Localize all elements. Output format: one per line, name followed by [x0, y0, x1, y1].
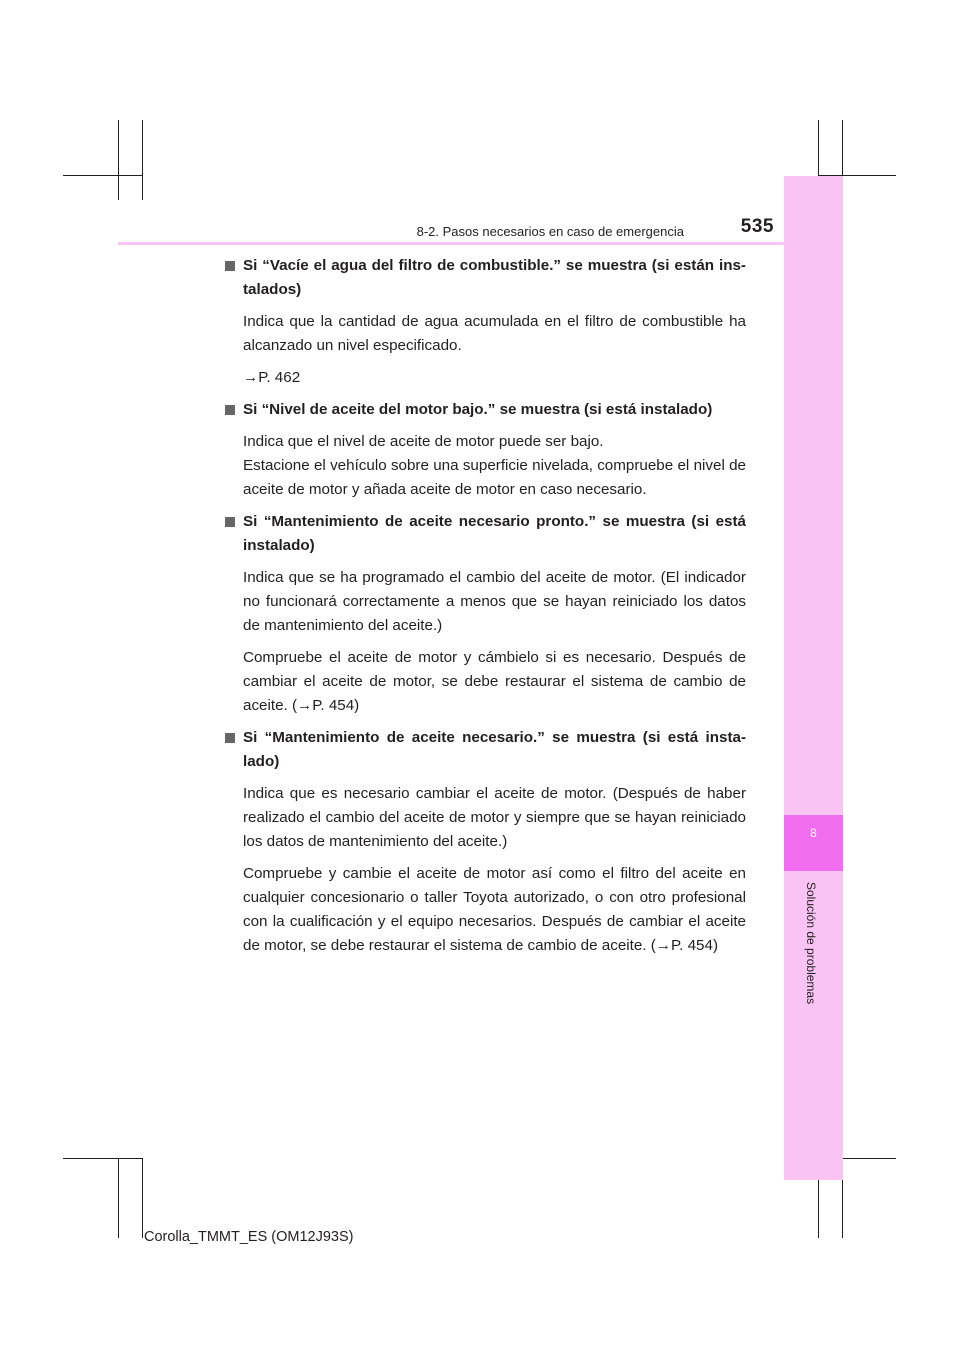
page-number: 535: [740, 216, 774, 237]
item-title: Si “Mantenimiento de aceite necesario pronto.” se muestra (si está instalado): [243, 513, 746, 554]
warning-item: [224, 254, 746, 390]
footer-manual-id: Corolla_TMMT_ES (OM12J93S): [144, 1229, 354, 1245]
item-paragraph: Indica que el nivel de aceite de motor puede ser bajo.: [243, 433, 604, 450]
item-title: Si “Vacíe el agua del filtro de combustible.” se muestra (si están ins-talados): [243, 257, 746, 298]
crop-mark: [63, 175, 143, 176]
section-title: 8-2. Pasos necesarios en caso de emergencia: [416, 224, 684, 239]
square-bullet-icon: [225, 405, 235, 415]
item-paragraph: Compruebe el aceite de motor y cámbielo si es necesario. Después de cambiar el aceite de motor, se debe restaurar el sistema de cambio de aceite. (→P. 454): [243, 649, 746, 714]
main-content: [224, 254, 746, 958]
crop-mark: [63, 1158, 143, 1159]
page-reference: →P. 462: [243, 369, 301, 386]
crop-mark: [142, 120, 143, 200]
chapter-number: 8: [810, 826, 817, 840]
item-title: Si “Mantenimiento de aceite necesario.” se muestra (si está insta-lado): [243, 729, 746, 770]
item-title: Si “Nivel de aceite del motor bajo.” se muestra (si está instalado): [243, 401, 713, 418]
square-bullet-icon: [225, 733, 235, 743]
warning-item: [224, 510, 746, 718]
square-bullet-icon: [225, 261, 235, 271]
chapter-side-tab: [784, 176, 843, 1180]
item-paragraph: Indica que es necesario cambiar el aceite de motor. (Después de haber realizado el cambio del aceite de motor y siempre que se hayan reiniciado los datos de mantenimiento del aceite.): [243, 785, 746, 850]
square-bullet-icon: [225, 517, 235, 527]
crop-mark: [118, 1158, 119, 1238]
item-paragraph: Indica que la cantidad de agua acumulada en el filtro de combustible ha alcanzado un nivel especificado.: [243, 313, 746, 354]
warning-item: [224, 398, 746, 502]
warning-item: [224, 726, 746, 958]
header-rule: [118, 242, 843, 245]
chapter-number-box: [784, 815, 843, 871]
chapter-title-vertical: Solución de problemas: [804, 882, 818, 1005]
item-paragraph: Estacione el vehículo sobre una superficie nivelada, compruebe el nivel de aceite de motor y añada aceite de motor en caso necesario.: [243, 457, 746, 498]
item-paragraph: Indica que se ha programado el cambio del aceite de motor. (El indicador no funcionará correctamente a menos que se hayan reiniciado los datos de mantenimiento del aceite.): [243, 569, 746, 634]
crop-mark: [118, 120, 119, 200]
item-paragraph: Compruebe y cambie el aceite de motor así como el filtro del aceite en cualquier concesionario o taller Toyota autorizado, o con otro profesional con la cualificación y el equipo necesarios. Después de cambiar el aceite de motor, se debe restaurar el sistema de cambio de aceite. (→P. 454): [243, 865, 746, 954]
crop-mark: [142, 1158, 143, 1238]
